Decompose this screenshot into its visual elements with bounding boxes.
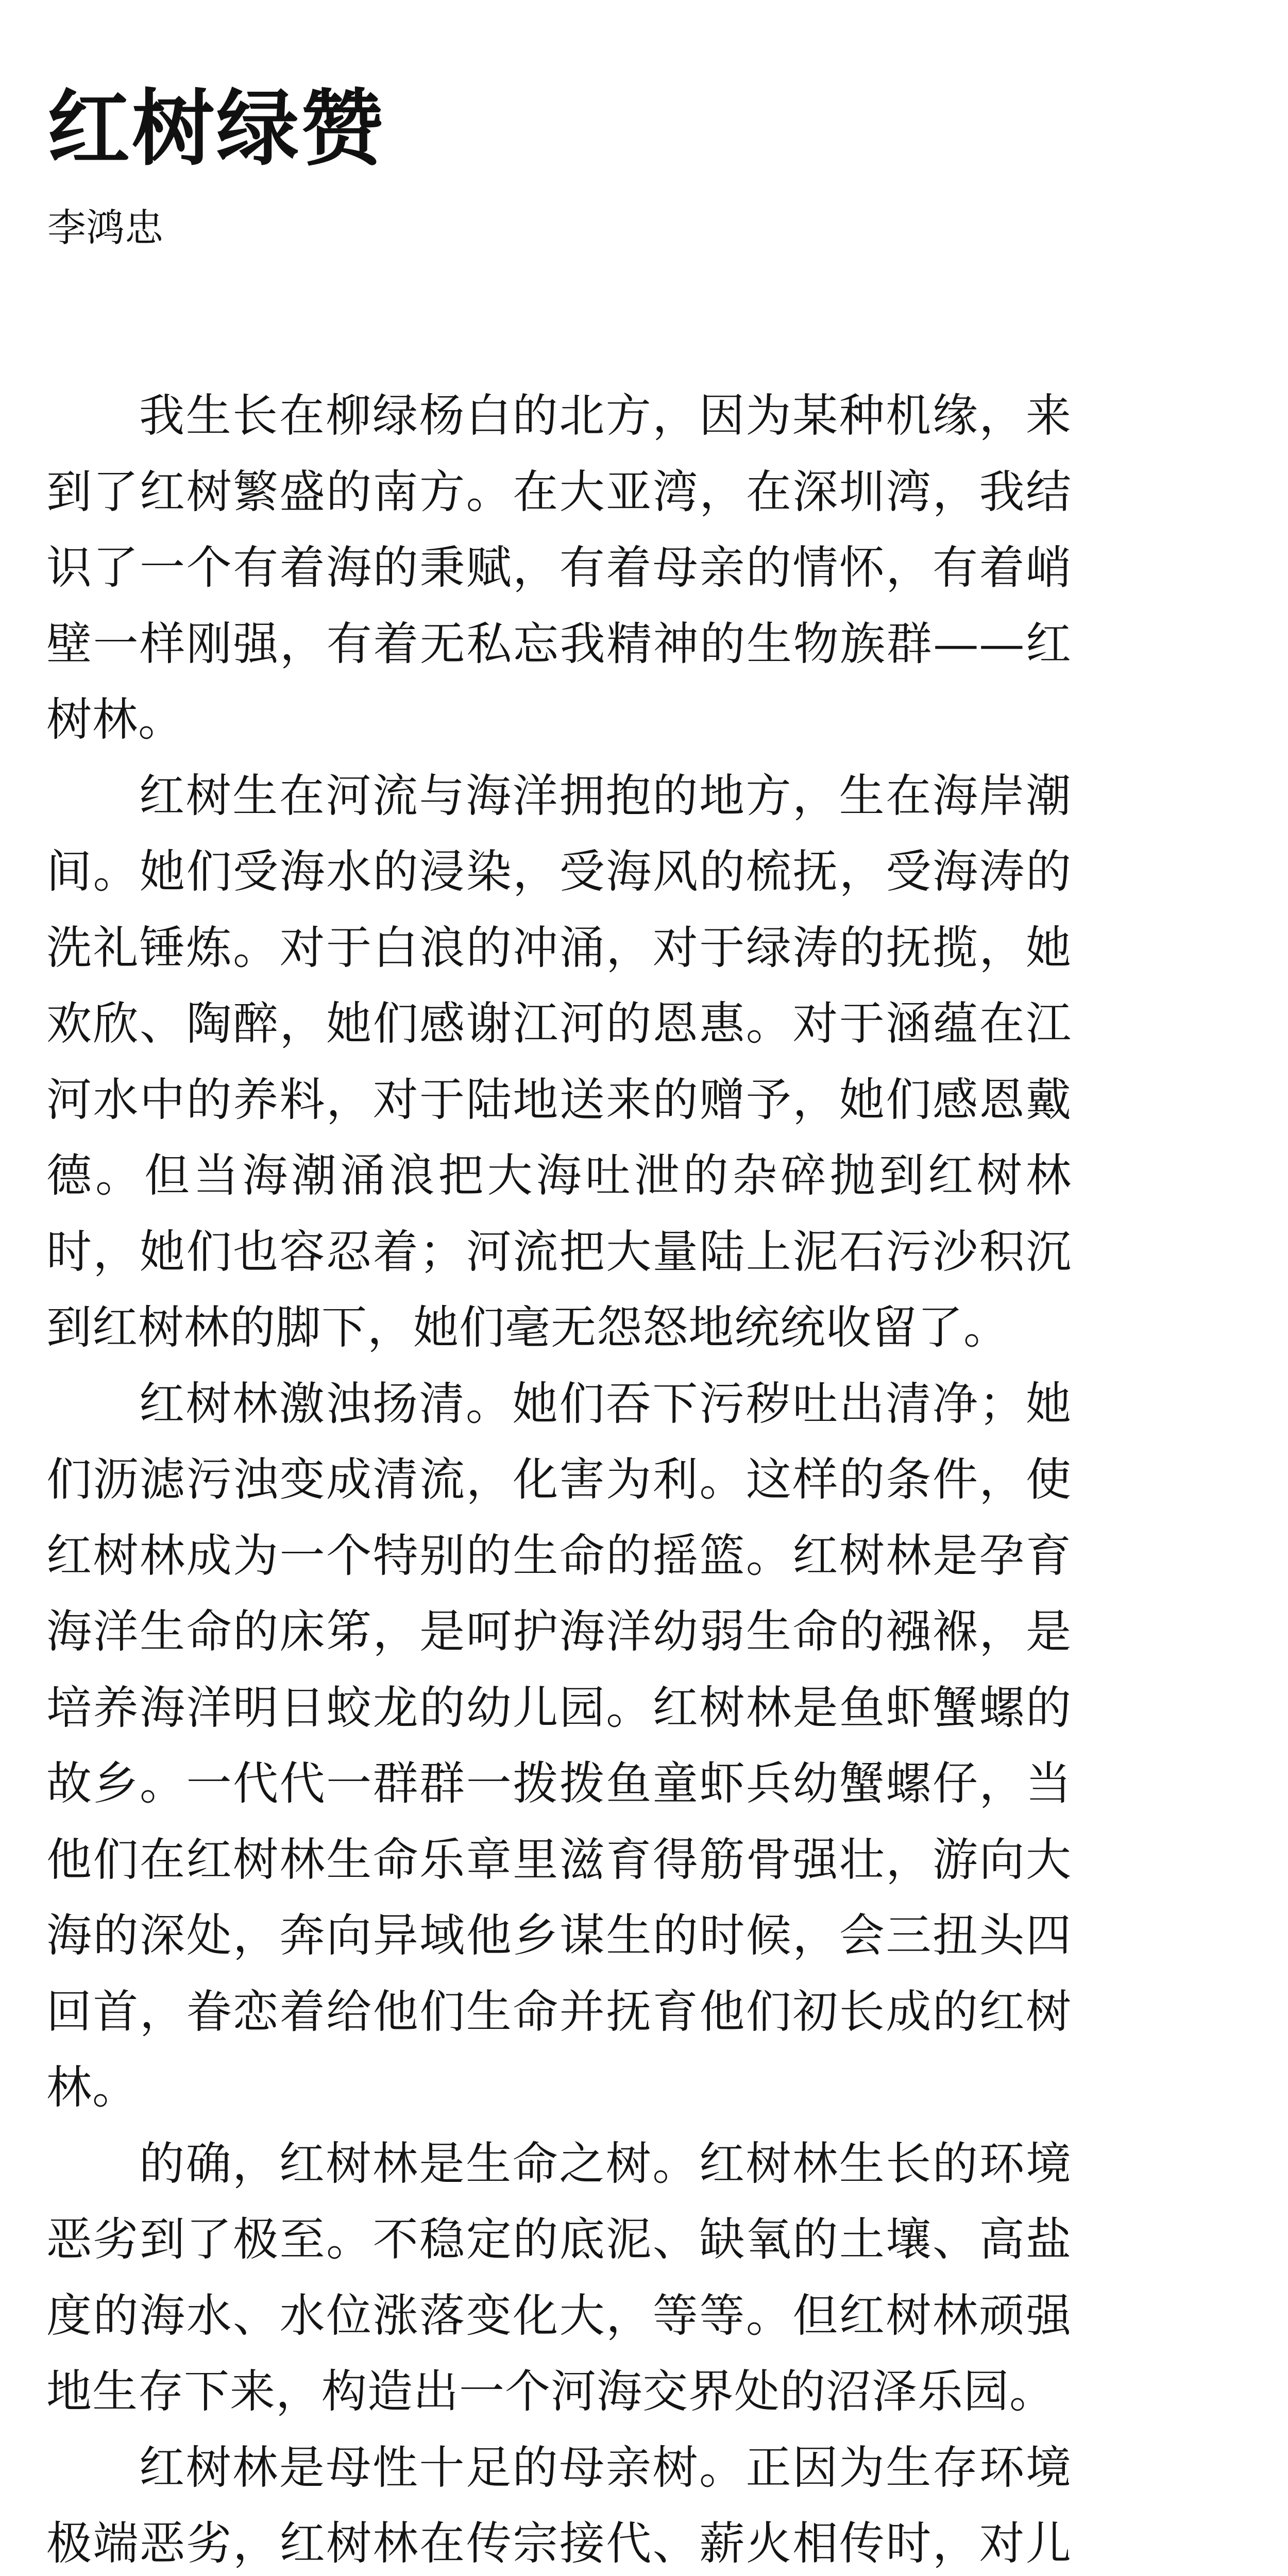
paragraph-3: 红树林激浊扬清。她们吞下污秽吐出清净；她们沥滤污浊变成清流，化害为利。这样的条件，使红树林成为一个特别的生命的摇篮。红树林是孕育海洋生命的床笫，是呵护海洋幼弱生命的襁褓，是培养海洋明日蛟龙的幼儿园。红树林是鱼虾蟹螺的故乡。一代代一群群一拨拨鱼童虾兵幼蟹螺仔，当他们在红树林生命乐章里滋育得筋骨强壮，游向大海的深处，奔向异域他乡谋生的时候，会三扭头四回首，眷恋着给他们生命并抚育他们初长成的红树林。 bbox=[46, 1377, 1072, 2114]
paragraph-2: 红树生在河流与海洋拥抱的地方，生在海岸潮间。她们受海水的浸染，受海风的梳抚，受海涛的洗礼锤炼。对于白浪的冲涌，对于绿涛的抚揽，她欢欣、陶醉，她们感谢江河的恩惠。对于涵蕴在江河水中的养料，对于陆地送来的赠予，她们感恩戴德。但当海潮涌浪把大海吐泄的杂碎抛到红树林时，她们也容忍着；河流把大量陆上泥石污沙积沉到红树林的脚下，她们毫无怨怒地统统收留了。 bbox=[46, 769, 1072, 1354]
paragraph-4: 的确，红树林是生命之树。红树林生长的环境恶劣到了极至。不稳定的底泥、缺氧的土壤、高盐度的海水、水位涨落变化大，等等。但红树林顽强地生存下来，构造出一个河海交界处的沼泽乐园。 bbox=[46, 2137, 1072, 2418]
paragraph-5: 红树林是母性十足的母亲树。正因为生存环境极端恶劣，红树林在传宗接代、薪火相传时，对儿 bbox=[46, 2441, 1072, 2570]
paragraph-1: 我生长在柳绿杨白的北方，因为某种机缘，来到了红树繁盛的南方。在大亚湾，在深圳湾，我结识了一个有着海的秉赋，有着母亲的情怀，有着峭壁一样刚强，有着无私忘我精神的生物族群——红树林。 bbox=[46, 389, 1072, 746]
author-name: 李鸿忠 bbox=[47, 205, 164, 250]
article-body bbox=[46, 378, 1072, 2576]
article-title: 红树绿赞 bbox=[47, 80, 386, 177]
